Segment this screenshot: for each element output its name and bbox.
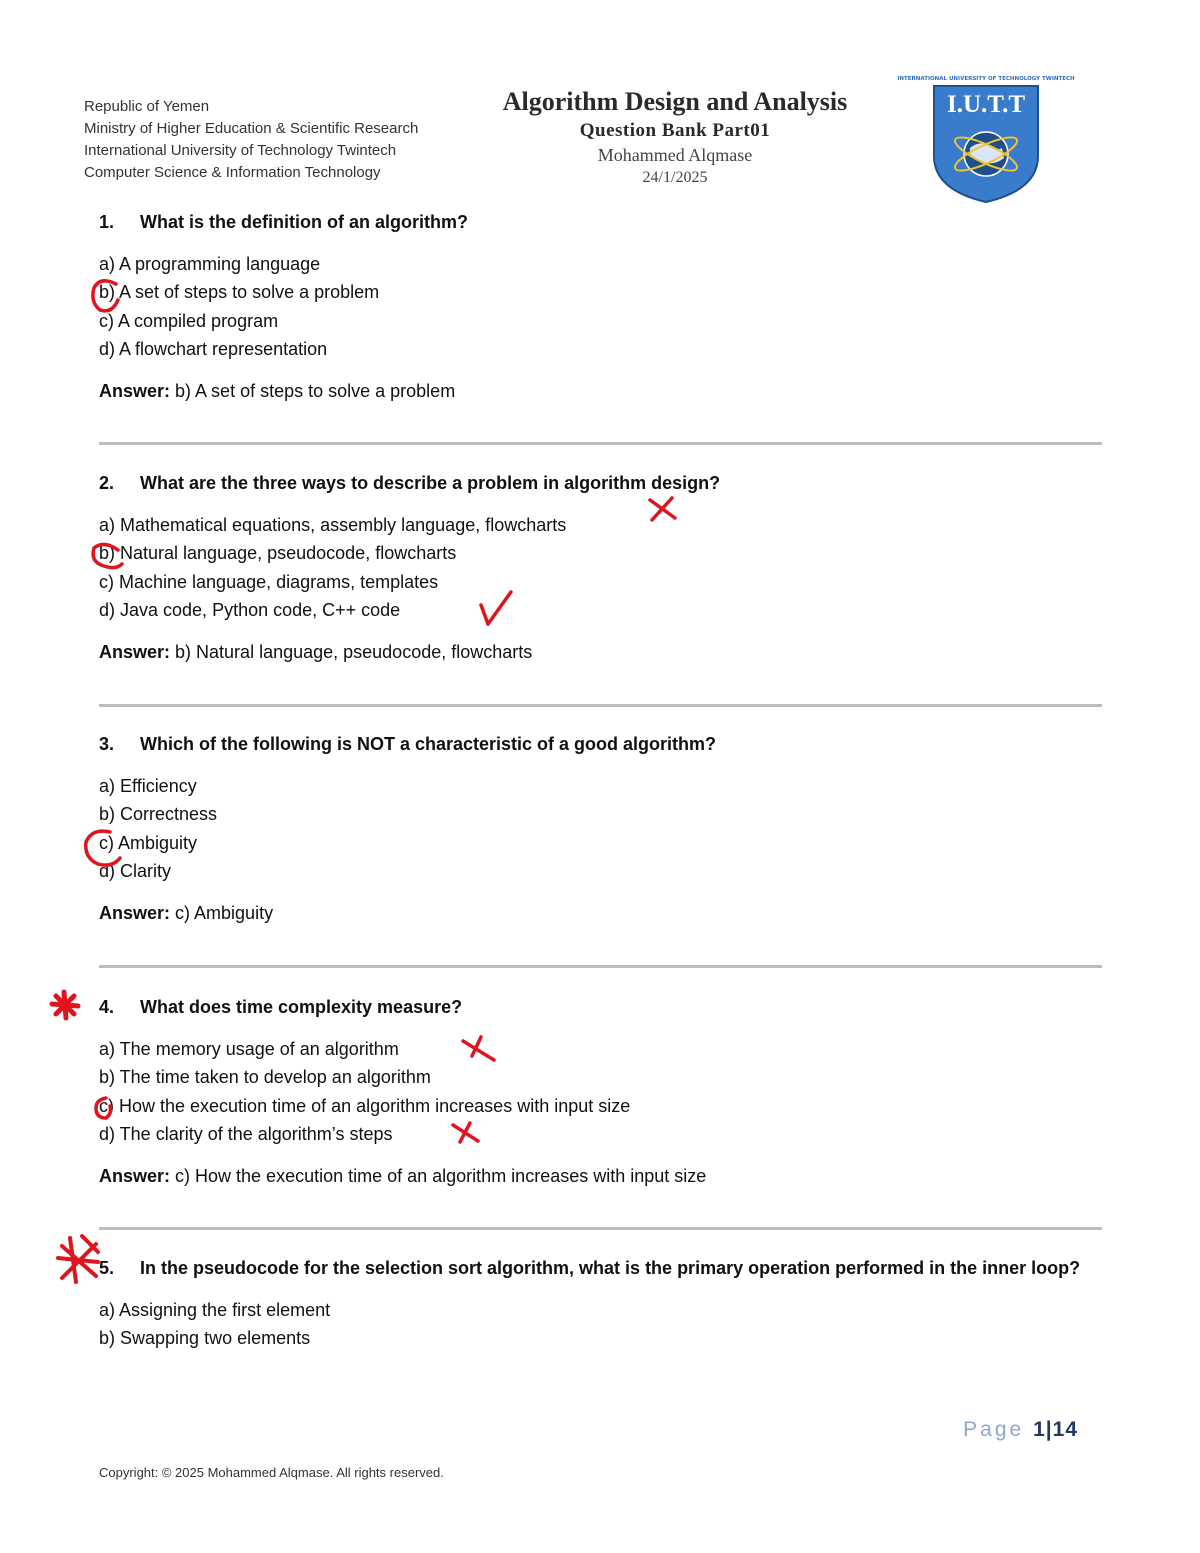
question-2 <box>99 469 1099 666</box>
page-total: 14 <box>1052 1418 1078 1441</box>
question-4 <box>99 993 1099 1190</box>
document-title-block <box>440 86 910 189</box>
page-number <box>963 1418 1078 1442</box>
answer-label: Answer: <box>99 642 171 663</box>
answer-text: c) How the execution time of an algorithm increases with input size <box>175 1166 707 1187</box>
option-list <box>99 772 1099 885</box>
option-c: c) Ambiguity <box>99 832 198 853</box>
institution-block <box>84 96 418 184</box>
answer-label: Answer: <box>99 381 171 402</box>
option-c: c) How the execution time of an algorithm increases with input size <box>99 1095 631 1116</box>
option-d: d) Java code, Python code, C++ code <box>99 599 401 620</box>
institution-line: Computer Science & Information Technology <box>84 164 381 181</box>
institution-line: International University of Technology Twintech <box>84 142 397 159</box>
option-a: a) Assigning the first element <box>99 1300 331 1320</box>
author-name: Mohammed Alqmase <box>597 145 753 165</box>
answer-line <box>99 899 1099 927</box>
option-b: b) The time taken to develop an algorithm <box>99 1067 431 1088</box>
copyright-notice: Copyright: © 2025 Mohammed Alqmase. All rights reserved. <box>99 1465 444 1480</box>
question-text: What does time complexity measure? <box>140 997 463 1017</box>
option-c: c) Machine language, diagrams, templates <box>99 571 439 592</box>
page-word: Page <box>963 1418 1025 1441</box>
logo-banner-text: INTERNATIONAL UNIVERSITY OF TECHNOLOGY TWINTECH <box>897 76 1075 82</box>
question-text: In the pseudocode for the selection sort algorithm, what is the primary operation performed in the inner loop? <box>140 1258 1081 1278</box>
divider <box>99 965 1102 968</box>
question-number: 3. <box>99 734 115 754</box>
option-list <box>99 250 1099 363</box>
logo-text: I.U.T.T <box>946 91 1026 118</box>
institution-line: Republic of Yemen <box>84 98 210 115</box>
university-logo-icon <box>897 72 1075 204</box>
question-1 <box>99 208 1099 405</box>
question-5 <box>99 1254 1099 1353</box>
answer-line <box>99 377 1099 405</box>
divider <box>99 704 1102 707</box>
document-date: 24/1/2025 <box>642 169 708 186</box>
question-number: 2. <box>99 473 115 493</box>
option-list <box>99 511 1099 624</box>
option-a: a) The memory usage of an algorithm <box>99 1039 399 1059</box>
option-b: b) Correctness <box>99 804 218 825</box>
star-mark-icon <box>58 1236 98 1282</box>
answer-text: b) Natural language, pseudocode, flowcharts <box>175 642 533 663</box>
option-b: b) Swapping two elements <box>99 1328 311 1349</box>
option-c: c) A compiled program <box>99 310 279 331</box>
option-d: d) The clarity of the algorithm’s steps <box>99 1123 393 1144</box>
answer-text: c) Ambiguity <box>175 903 274 924</box>
option-b: b) A set of steps to solve a problem <box>99 282 380 303</box>
option-d: d) Clarity <box>99 860 172 881</box>
option-list <box>99 1296 1099 1353</box>
answer-label: Answer: <box>99 1166 171 1187</box>
option-b: b) Natural language, pseudocode, flowcharts <box>99 543 457 564</box>
question-text: What are the three ways to describe a problem in algorithm design? <box>140 473 721 493</box>
page-separator: | <box>1045 1418 1053 1441</box>
question-3 <box>99 730 1099 927</box>
answer-line <box>99 638 1099 666</box>
question-number: 1. <box>99 212 115 232</box>
option-list <box>99 1035 1099 1148</box>
option-a: a) Mathematical equations, assembly language, flowcharts <box>99 515 567 535</box>
option-d: d) A flowchart representation <box>99 338 328 359</box>
divider <box>99 442 1102 445</box>
institution-line: Ministry of Higher Education & Scientific Research <box>84 120 419 137</box>
divider <box>99 1227 1102 1230</box>
question-number: 5. <box>99 1258 115 1278</box>
course-title: Algorithm Design and Analysis <box>502 87 848 116</box>
answer-line <box>99 1162 1099 1190</box>
option-a: a) Efficiency <box>99 776 197 796</box>
question-number: 4. <box>99 997 115 1017</box>
answer-text: b) A set of steps to solve a problem <box>175 381 456 402</box>
document-subtitle: Question Bank Part01 <box>579 120 771 141</box>
answer-label: Answer: <box>99 903 171 924</box>
question-text: What is the definition of an algorithm? <box>140 212 468 232</box>
question-text: Which of the following is NOT a characteristic of a good algorithm? <box>140 734 717 754</box>
option-a: a) A programming language <box>99 254 321 274</box>
page-current: 1 <box>1033 1418 1046 1441</box>
star-mark-icon <box>52 992 78 1018</box>
